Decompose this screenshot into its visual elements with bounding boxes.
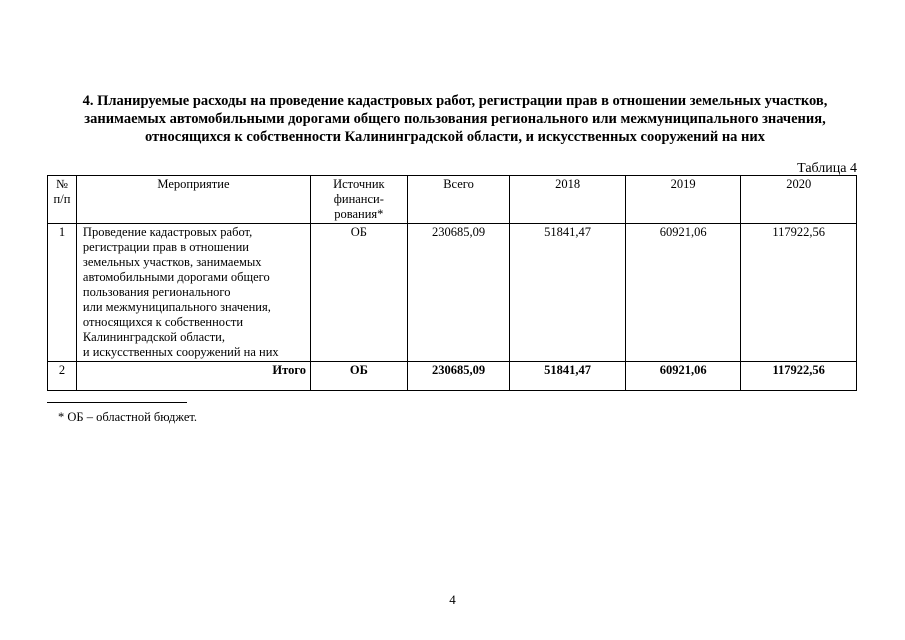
title-line: 4. Планируемые расходы на проведение кадастровых работ, регистрации прав в отношении земельных участков, — [82, 93, 828, 109]
cell-event: Проведение кадастровых работ, регистрации прав в отношении земельных участков, занимаемых автомобильными дорогами общего пользования регионального или межмуниципального значения, относящихся к собственности Калининградской области, и искусственных сооружений на них — [76, 224, 310, 362]
page-number: 4 — [449, 592, 456, 607]
total-sum: 230685,09 — [407, 362, 510, 391]
footnote: * ОБ – областной бюджет. — [58, 410, 198, 424]
title-line: занимаемых автомобильными дорогами общего пользования регионального или межмуниципального значения, — [84, 111, 826, 127]
header-source: Источник финанси- рования* — [311, 176, 408, 224]
total-num: 2 — [48, 362, 77, 391]
table-header-row — [48, 176, 857, 224]
cell-num: 1 — [48, 224, 77, 362]
total-label: Итого — [76, 362, 310, 391]
total-source: ОБ — [311, 362, 408, 391]
table-caption: Таблица 4 — [797, 161, 857, 176]
cell-source: ОБ — [311, 224, 408, 362]
footnote-divider — [47, 402, 187, 403]
total-2020: 117922,56 — [741, 362, 857, 391]
header-num: № п/п — [48, 176, 77, 224]
table-row — [48, 224, 857, 362]
total-2018: 51841,47 — [510, 362, 626, 391]
header-2018: 2018 — [510, 176, 626, 224]
header-total: Всего — [407, 176, 510, 224]
table-total-row — [48, 362, 857, 391]
cell-2018: 51841,47 — [510, 224, 626, 362]
cell-2020: 117922,56 — [741, 224, 857, 362]
total-2019: 60921,06 — [625, 362, 741, 391]
title-line: относящихся к собственности Калининградской области, и искусственных сооружений на них — [144, 129, 766, 145]
expenses-table — [47, 175, 857, 391]
cell-total: 230685,09 — [407, 224, 510, 362]
document-title — [40, 92, 870, 146]
header-2020: 2020 — [741, 176, 857, 224]
header-2019: 2019 — [625, 176, 741, 224]
cell-2019: 60921,06 — [625, 224, 741, 362]
header-event: Мероприятие — [76, 176, 310, 224]
